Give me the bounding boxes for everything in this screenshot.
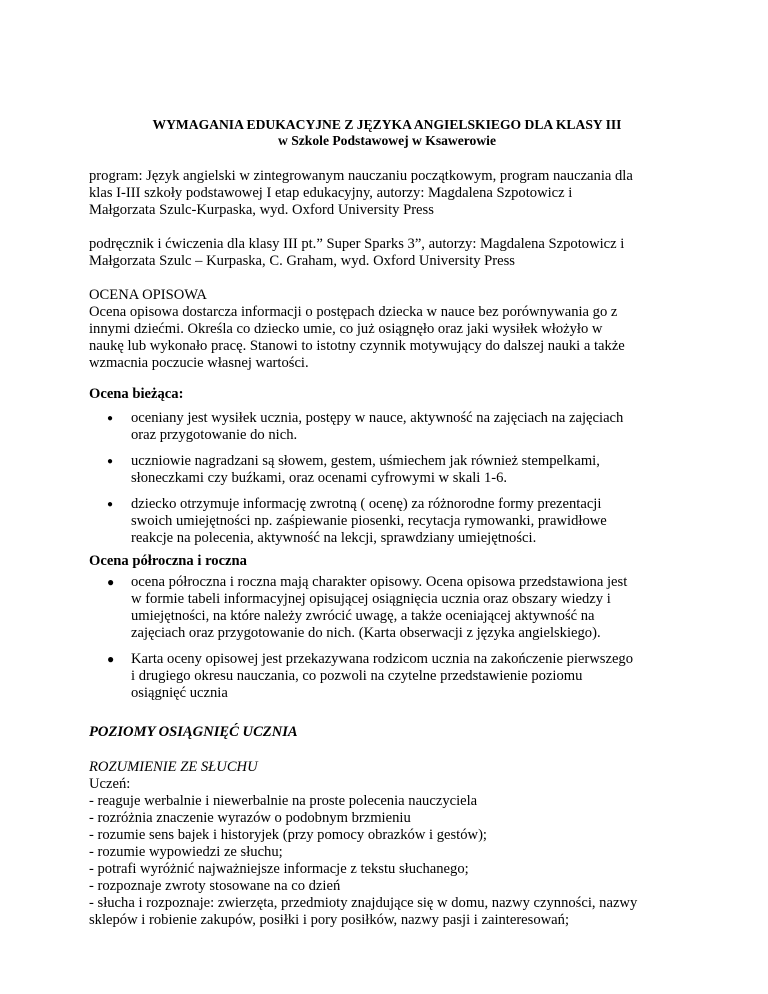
textbook-line: Małgorzata Szulc – Kurpaska, C. Graham, wyd. Oxford University Press [89,253,515,269]
list-item-line: słoneczkami czy buźkami, oraz ocenami cyfrowymi w skali 1-6. [131,470,508,486]
list-item-line: reakcje na polecenia, aktywność na lekcji, sprawdziany umiejętności. [131,530,537,546]
rozumienie-line: - reaguje werbalnie i niewerbalnie na proste polecenia nauczyciela [89,793,478,809]
list-item-line: uczniowie nagradzani są słowem, gestem, uśmiechem jak również stempelkami, [131,453,600,469]
ocena-opisowa-section [89,287,685,372]
textbook-line: podręcznik i ćwiczenia dla klasy III pt.” Super Sparks 3”, autorzy: Magdalena Szpotowicz i [89,236,625,252]
bullet-circle-icon: ● [107,575,115,589]
poziomy-heading: POZIOMY OSIĄGNIĘĆ UCZNIA [89,724,298,740]
ocena-opisowa-line: innymi dziećmi. Określa co dziecko umie, co już osiągnęło oraz jaki wysiłek włożyło w [89,321,603,337]
rozumienie-line: - rozróżnia znaczenie wyrazów o podobnym brzmieniu [89,810,411,826]
rozumienie-line: sklepów i robienie zakupów, posiłki i pory posiłków, nazwy pasji i zainteresowań; [89,912,570,928]
list-item-line: zajęciach oraz przygotowanie do nich. (Karta obserwacji z języka angielskiego). [131,625,601,641]
list-item-line: osiągnięć ucznia [131,685,228,701]
rozumienie-section [89,759,685,929]
program-line: Małgorzata Szulc-Kurpaska, wyd. Oxford University Press [89,202,434,218]
program-line: program: Język angielski w zintegrowanym nauczaniu początkowym, program nauczania dla [89,168,633,184]
document-page [89,117,685,929]
list-item-line: umiejętności, na które należy zwrócić uwagę, a także oceniającej aktywność na [131,608,595,624]
rozumienie-line: - potrafi wyróżnić najważniejsze informacje z tekstu słuchanego; [89,861,469,877]
list-item-line: dziecko otrzymuje informację zwrotną ( ocenę) za różnorodne formy prezentacji [131,496,602,512]
bullet-dot-icon: ● [107,413,114,424]
program-paragraph [89,168,685,219]
program-line: klas I-III szkoły podstawowej I etap edukacyjny, autorzy: Magdalena Szpotowicz i [89,185,573,201]
list-item-line: swoich umiejętności np. zaśpiewanie piosenki, recytacja rymowanki, prawidłowe [131,513,607,529]
rozumienie-line: - rozumie sens bajek i historyjek (przy pomocy obrazków i gestów); [89,827,487,843]
list-item [89,496,685,547]
ocena-opisowa-line: Ocena opisowa dostarcza informacji o postępach dziecka w nauce bez porównywania go z [89,304,618,320]
ocena-opisowa-line: naukę lub wykonało pracę. Stanowi to istotny czynnik motywujący do dalszej nauki a także [89,338,625,354]
rozumienie-line: - rozpoznaje zwroty stosowane na co dzień [89,878,341,894]
rozumienie-line: - słucha i rozpoznaje: zwierzęta, przedmioty znajdujące się w domu, nazwy czynności, nazwy [89,895,638,911]
list-item-line: oraz przygotowanie do nich. [131,427,298,443]
rozumienie-line: - rozumie wypowiedzi ze słuchu; [89,844,283,860]
list-item [89,651,685,702]
ocena-biezaca-section [89,386,685,547]
bullet-circle-icon: ● [107,652,115,666]
ocena-biezaca-heading: Ocena bieżąca: [89,386,184,402]
document-subtitle: w Szkole Podstawowej w Ksawerowie [278,133,496,148]
textbook-paragraph [89,236,685,270]
bullet-dot-icon: ● [107,456,114,467]
document-title: WYMAGANIA EDUKACYJNE Z JĘZYKA ANGIELSKIEGO DLA KLASY III [152,117,622,132]
list-item-line: w formie tabeli informacyjnej opisującej osiągnięcia ucznia oraz obszary wiedzy i [131,591,611,607]
list-item-line: i drugiego okresu nauczania, co pozwoli na czytelne przedstawienie poziomu [131,668,583,684]
list-item-line: Karta oceny opisowej jest przekazywana rodzicom ucznia na zakończenie pierwszego [131,651,634,667]
ocena-biezaca-list [89,410,685,547]
list-item-line: oceniany jest wysiłek ucznia, postępy w nauce, aktywność na zajęciach na zajęciach [131,410,624,426]
bullet-dot-icon: ● [107,499,114,510]
list-item [89,574,685,642]
ocena-polroczna-section [89,553,685,702]
list-item [89,410,685,444]
ocena-polroczna-heading: Ocena półroczna i roczna [89,553,247,569]
rozumienie-line: Uczeń: [89,776,131,792]
ocena-polroczna-list [89,574,685,702]
ocena-opisowa-line: wzmacnia poczucie własnej wartości. [89,355,309,371]
list-item [89,453,685,487]
list-item-line: ocena półroczna i roczna mają charakter opisowy. Ocena opisowa przedstawiona jest [131,574,628,590]
rozumienie-heading: ROZUMIENIE ZE SŁUCHU [89,759,258,775]
ocena-opisowa-heading: OCENA OPISOWA [89,287,207,303]
